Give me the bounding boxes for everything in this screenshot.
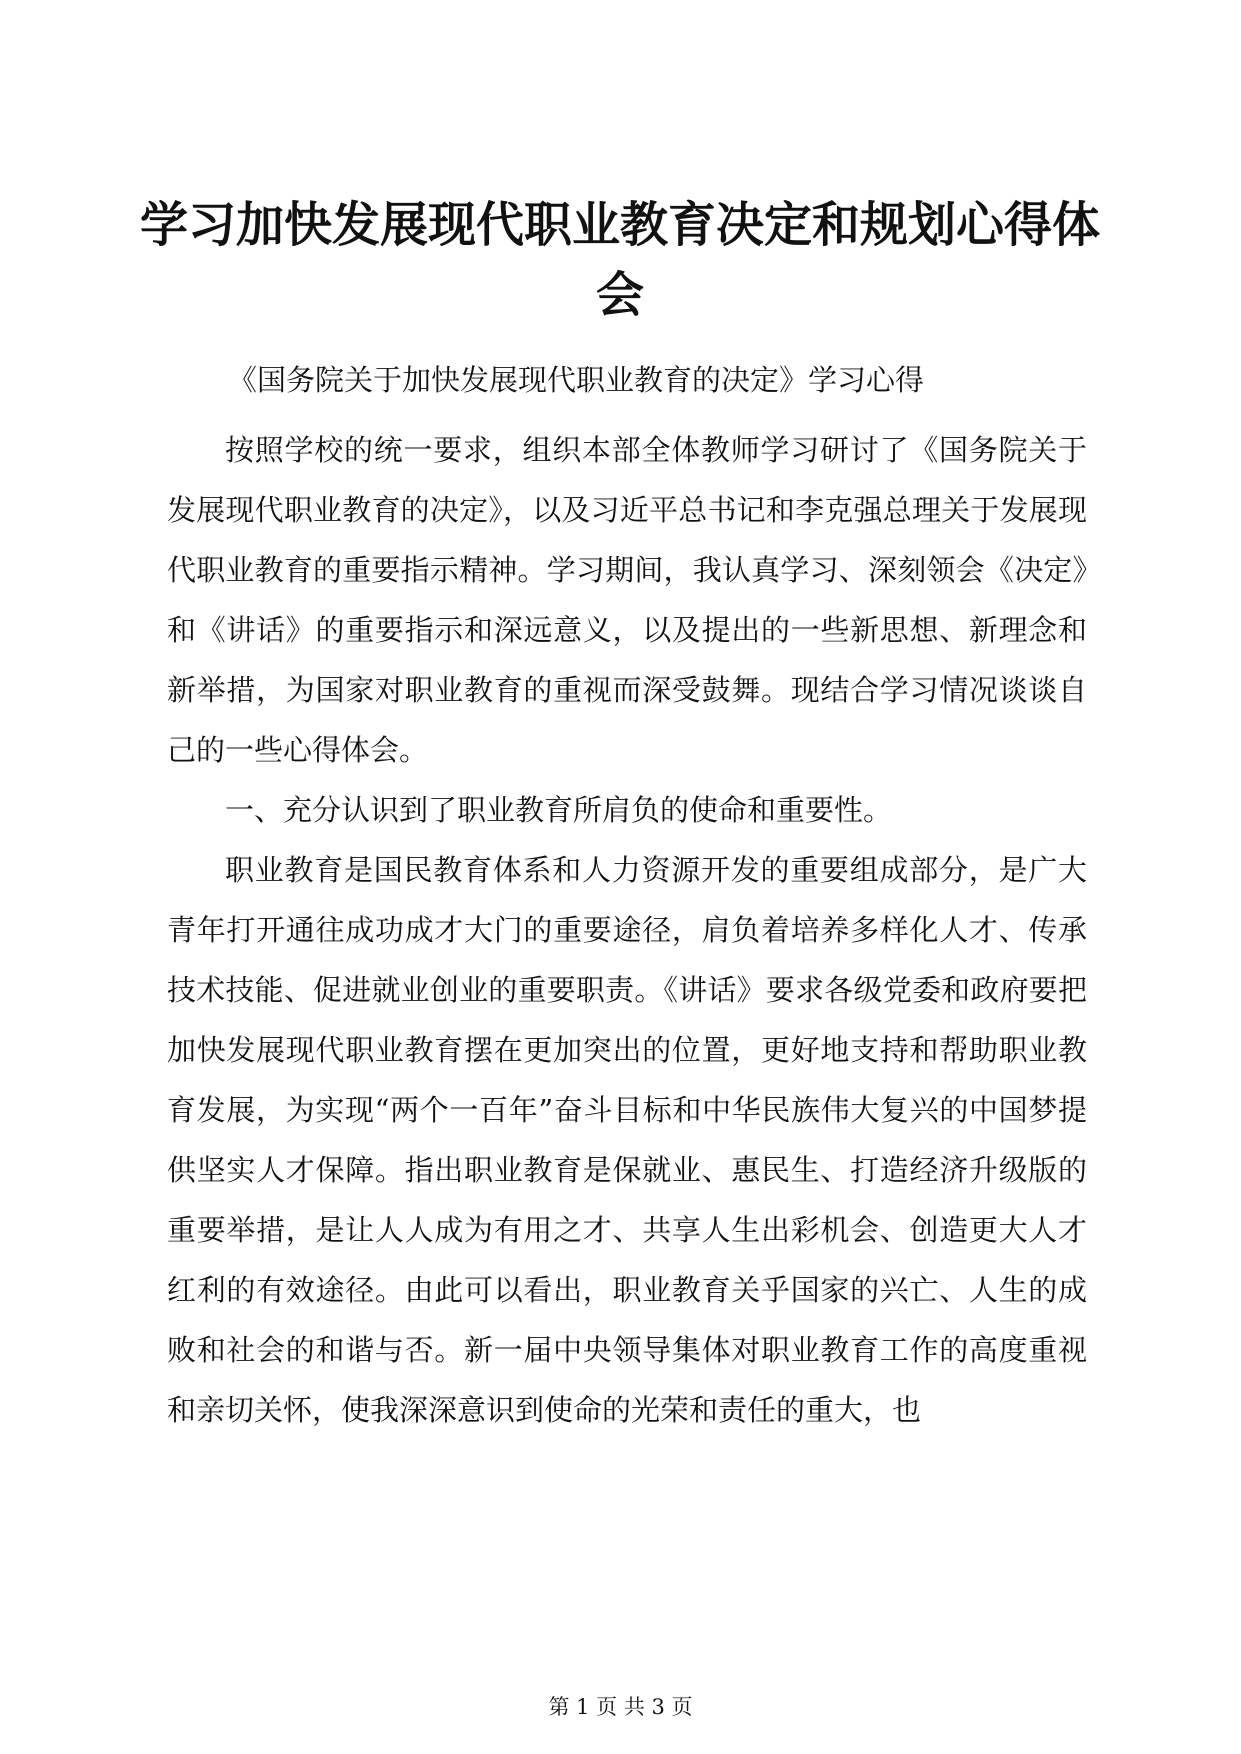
document-body [167,420,1087,1440]
page-number-footer: 第 1 页 共 3 页 [548,1695,693,1719]
section-heading-1: 一、充分认识到了职业教育所肩负的使命和重要性。 [225,793,893,827]
paragraph-intro: 按照学校的统一要求，组织本部全体教师学习研讨了《国务院关于发展现代职业教育的决定》，以及习近平总书记和李克强总理关于发展现代职业教育的重要指示精神。学习期间，我认真学习、深刻领会《决定》和《讲话》的重要指示和深远意义，以及提出的一些新思想、新理念和新举措，为国家对职业教育的重视而深受鼓舞。现结合学习情况谈谈自己的一些心得体会。 [167,433,1087,767]
document-subtitle: 《国务院关于加快发展现代职业教育的决定》学习心得 [228,363,925,397]
document-title: 学习加快发展现代职业教育决定和规划心得体会 [140,197,1101,323]
paragraph-section-1: 职业教育是国民教育体系和人力资源开发的重要组成部分，是广大青年打开通往成功成才大门的重要途径，肩负着培养多样化人才、传承技术技能、促进就业创业的重要职责。《讲话》要求各级党委和政府要把加快发展现代职业教育摆在更加突出的位置，更好地支持和帮助职业教育发展，为实现“两个一百年”奋斗目标和中华民族伟大复兴的中国梦提供坚实人才保障。指出职业教育是保就业、惠民生、打造经济升级版的重要举措，是让人人成为有用之才、共享人生出彩机会、创造更大人才红利的有效途径。由此可以看出，职业教育关乎国家的兴亡、人生的成败和社会的和谐与否。新一届中央领导集体对职业教育工作的高度重视和亲切关怀，使我深深意识到使命的光荣和责任的重大，也 [167,853,1087,1427]
